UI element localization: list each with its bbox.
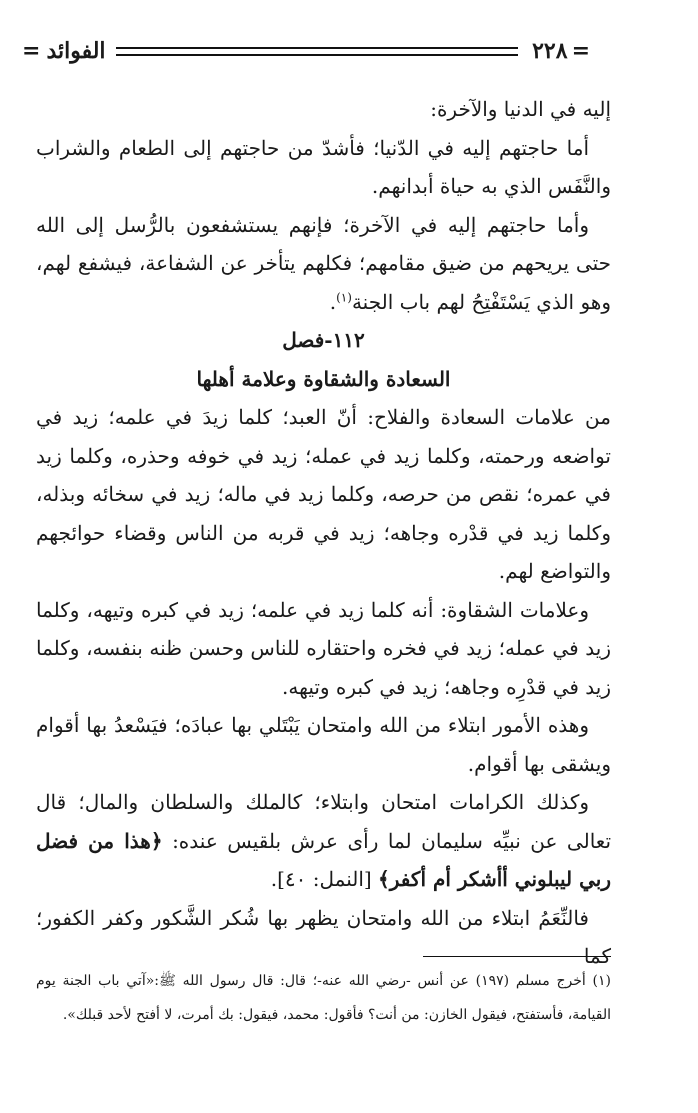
paragraph-trials: وهذه الأمور ابتلاء من الله وامتحان يَبْتَلي بها عبادَه؛ فيَسْعدُ بها أقوام ويشقى بها أقوام. <box>36 713 611 776</box>
paragraph-misery-signs: وعلامات الشقاوة: أنه كلما زيد في علمه؛ زيد في كبره وتيهه، وكلما زيد في عمله؛ زيد في فخره واحتقاره للناس وحسن ظنه بنفسه، وكلما زيد في قدْرِه وجاهه؛ زيد في كبره وتيهه. <box>36 597 611 699</box>
paragraph-karamat <box>36 783 611 899</box>
footnotes <box>36 964 611 1032</box>
footnote-marker: (١) <box>336 289 352 304</box>
footnote-1: (١) أخرج مسلم (١٩٧) عن أنس -رضي الله عنه-؛ قال: قال رسول الله ﷺ:«آتي باب الجنة يوم القيامة، فأستفتح، فيقول الخازن: من أنت؟ فأقول: محمد، فيقول: بك أمرت، لا أفتح لأحد قبلك». <box>36 973 611 1023</box>
paragraph-akhira-text: وأما حاجتهم إليه في الآخرة؛ فإنهم يستشفعون بالرُّسل إلى الله حتى يريحهم من ضيق مقامهم؛ فكلهم يتأخر عن الشفاعة، فيشفع لهم، وهو الذي يَسْتَفْتِحُ لهم باب الجنة <box>36 212 611 314</box>
header-dash-left: = <box>22 38 41 64</box>
paragraph-happiness-signs: من علامات السعادة والفلاح: أنّ العبد؛ كلما زيدَ في علمه؛ زيد في تواضعه ورحمته، وكلما زيد في عمله؛ زيد في خوفه وحذره، وكلما زيد في عمره؛ نقص من حرصه، وكلما زيد في ماله؛ زيد في سخائه وبذله، وكلما زيد في قدْره وجاهه؛ زيد في قربه من الناس وقضاء حوائجهم والتواضع لهم. <box>36 405 611 583</box>
paragraph-akhira-end: . <box>329 289 337 314</box>
book-title: الفوائد <box>46 38 106 64</box>
quran-verse: ﴿هذا من فضل ربي ليبلوني أأشكر أم أكفر﴾ <box>36 828 611 891</box>
paragraph-dunya: أما حاجتهم إليه في الدّنيا؛ فأشدّ من حاجتهم إلى الطعام والشراب والنَّفَس الذي به حياة أبدانهم. <box>36 135 611 198</box>
main-text <box>36 90 611 976</box>
text-line: إليه في الدنيا والآخرة: <box>430 97 611 121</box>
page-number: ٢٢٨ <box>532 38 568 64</box>
header-double-rule <box>116 47 519 56</box>
verse-reference: [النمل: ٤٠]. <box>270 867 372 891</box>
karamat-text: وكذلك الكرامات امتحان وابتلاء؛ كالملك والسلطان والمال؛ قال تعالى عن نبيِّه سليمان لما رأى عرش بلقيس عنده: <box>36 790 612 853</box>
footnote-separator <box>423 956 611 957</box>
paragraph-blessings: فالنِّعَمُ ابتلاء من الله وامتحان يظهر بها شُكر الشَّكور وكفر الكفور؛ كما <box>36 905 611 968</box>
section-title: السعادة والشقاوة وعلامة أهلها <box>196 366 451 391</box>
section-number: ١١٢-فصل <box>282 328 365 352</box>
header-dash-right: = <box>571 38 590 64</box>
paragraph-akhira <box>36 206 611 322</box>
page-header <box>22 36 590 66</box>
